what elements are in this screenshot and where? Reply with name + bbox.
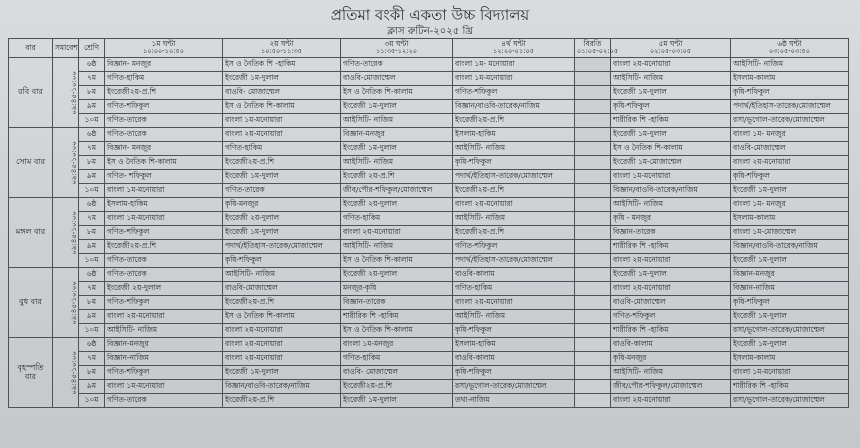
header-break: বিরতি ০১:০৫-০২:০৫: [575, 39, 611, 58]
subject-cell: আইসিটি- নাজিম: [611, 366, 731, 380]
subject-cell: ইংরেজী ২য়-প্র.শি: [341, 170, 453, 184]
table-row: [9, 268, 849, 282]
class-name: ৬ষ্ঠ: [79, 128, 105, 142]
subject-cell: জীব/পৌর-শফিকুল/মোজাম্মেল: [341, 184, 453, 198]
table-row: [9, 254, 849, 268]
subject-cell: গণিত-শফিকুল: [453, 240, 575, 254]
class-name: ৮ম: [79, 156, 105, 170]
subject-cell: বাংলা ১ম-মনোয়ারা: [731, 366, 849, 380]
class-name: ৯ম: [79, 100, 105, 114]
subject-cell: বাওবি-মোজাম্মেল: [341, 72, 453, 86]
subject-cell: ইংরেজী২য়-প্র.শি: [223, 394, 341, 408]
subject-cell: গণিত-তারেক: [105, 254, 223, 268]
subject-cell: আইসিটি- নাজিম: [341, 156, 453, 170]
routine-subtitle: ক্লাস রুটিন-২০২৫ খ্রি: [387, 26, 473, 37]
subject-cell: ইস ও নৈতিক শি-কালাম: [223, 310, 341, 324]
header-period: ২য় ঘন্টা ১০:৫০-১১:৩৫: [223, 39, 341, 58]
shift-time-label: ০৯:৪৫-১০:০০: [69, 141, 78, 185]
subject-cell: গণিত-তারেক: [105, 394, 223, 408]
subject-cell: বাংলা ২য়-মনোয়ারা: [611, 282, 731, 296]
day-name: মঙ্গল বার: [9, 198, 53, 268]
break-cell: [575, 184, 611, 198]
class-name: ৯ম: [79, 310, 105, 324]
subject-cell: বাওবি-মোজাম্মেল: [611, 296, 731, 310]
subject-cell: বাওবি-মোজাম্মেল: [223, 282, 341, 296]
shift-time: [53, 268, 79, 338]
subject-cell: পদার্থ/ইতিহাস-তারেক/মোজাম্মেল: [731, 100, 849, 114]
table-row: [9, 366, 849, 380]
subject-cell: আইসিটি- নাজিম: [453, 310, 575, 324]
routine-table: [8, 38, 849, 408]
class-name: ৭ম: [79, 352, 105, 366]
day-name: বৃহস্পতি বার: [9, 338, 53, 408]
table-row: [9, 184, 849, 198]
break-cell: [575, 226, 611, 240]
class-name: ১০ম: [79, 254, 105, 268]
subject-cell: বিজ্ঞান-মনজুর: [105, 338, 223, 352]
routine-body: [9, 58, 849, 408]
subject-cell: রসা/ভূগোল-তারেক/মোজাম্মেল: [731, 394, 849, 408]
break-cell: [575, 366, 611, 380]
break-cell: [575, 170, 611, 184]
subject-cell: বাংলা ২য়-মনোয়ারা: [223, 128, 341, 142]
subject-cell: বিজ্ঞান-নাজিম: [731, 282, 849, 296]
class-name: ৭ম: [79, 282, 105, 296]
subject-cell: গণিত-তারেক: [223, 184, 341, 198]
subject-cell: ইংরেজী ২য়-দুলাল: [105, 282, 223, 296]
subject-cell: কৃষি-শফিকুল: [453, 366, 575, 380]
break-cell: [575, 114, 611, 128]
subject-cell: বাওবি-কালাম: [453, 352, 575, 366]
subject-cell: ইস ও নৈতিক শি-কালাম: [611, 142, 731, 156]
subject-cell: গণিত-শফিকুল: [453, 86, 575, 100]
table-row: [9, 100, 849, 114]
subject-cell: কৃষি-শফিকুল: [731, 86, 849, 100]
subject-cell: ইস ও নৈতিক শি-কালাম: [341, 86, 453, 100]
subject-cell: গণিত-হাকিম: [223, 142, 341, 156]
header-day: বার: [9, 39, 53, 58]
break-cell: [575, 282, 611, 296]
table-row: [9, 394, 849, 408]
subject-cell: কৃষি-শফিকুল: [731, 170, 849, 184]
class-name: ৯ম: [79, 380, 105, 394]
subject-cell: বিজ্ঞান/বাওবি-তারেক/নাজিম: [453, 100, 575, 114]
subject-cell: আইসিটি- নাজিম: [731, 58, 849, 72]
subject-cell: ইংরেজী২য়-প্র.শি: [453, 114, 575, 128]
break-cell: [575, 72, 611, 86]
class-name: ৭ম: [79, 142, 105, 156]
subject-cell: ইসলাম-কালাম: [731, 352, 849, 366]
subject-cell: ইংরেজী ১ম-দুলাল: [223, 366, 341, 380]
class-name: ৮ম: [79, 226, 105, 240]
subject-cell: ইংরেজী ১ম-দুলাল: [611, 128, 731, 142]
subject-cell: ইংরেজী ১ম-দুলাল: [341, 394, 453, 408]
subject-cell: ইংরেজী২য়-প্র.শি: [341, 380, 453, 394]
subject-cell: কৃষি-শফিকুল: [731, 296, 849, 310]
subject-cell: বাংলা ২য়-মনোয়ারা: [611, 254, 731, 268]
subject-cell: ইংরেজী ১ম-মোজাম্মেল: [611, 156, 731, 170]
subject-cell: কৃষি-শফিকুল: [223, 254, 341, 268]
subject-cell: ইংরেজী ১ম-দুলাল: [611, 268, 731, 282]
subject-cell: পদার্থ/ইতিহাস-তারেক/মোজাম্মেল: [453, 254, 575, 268]
table-row: [9, 324, 849, 338]
subject-cell: গণিত-হাকিম: [341, 352, 453, 366]
subject-cell: বিজ্ঞান-নাজিম: [105, 352, 223, 366]
subject-cell: ইংরেজী২য়-প্র.শি: [223, 156, 341, 170]
subject-cell: পদার্থ/ইতিহাস-তারেক/মোজাম্মেল: [223, 240, 341, 254]
subject-cell: গণিত-শফিকুল: [105, 366, 223, 380]
subject-cell: ইস ও নৈতিক শি-কালাম: [105, 156, 223, 170]
subject-cell: আইসিটি- নাজিম: [453, 212, 575, 226]
subject-cell: বাংলা ২য়-মনোয়ারা: [341, 226, 453, 240]
header-shift: সমাবেশ: [53, 39, 79, 58]
table-row: [9, 212, 849, 226]
subject-cell: ইংরেজী২য়-প্র.শি: [223, 296, 341, 310]
subject-cell: আইসিটি- নাজিম: [105, 324, 223, 338]
subject-cell: ইংরেজী ১ম-দুলাল: [223, 170, 341, 184]
class-name: ৯ম: [79, 170, 105, 184]
subject-cell: ইংরেজী ১ম-দুলাল: [731, 254, 849, 268]
subject-cell: বাংলা ২য়-মনোয়ারা: [453, 296, 575, 310]
subject-cell: কৃষি-মনজুর: [611, 352, 731, 366]
subject-cell: ইংরেজী ১ম-দুলাল: [611, 86, 731, 100]
subject-cell: বাংলা ১ম-মনোয়ারা: [105, 380, 223, 394]
table-row: [9, 380, 849, 394]
subject-cell: শারীরিক শি -হাকিম: [611, 240, 731, 254]
header-period: ১ম ঘন্টা ১০:০০-১০:৫০: [105, 39, 223, 58]
shift-time: [53, 128, 79, 198]
subject-cell: গণিত-হাকিম: [341, 212, 453, 226]
subject-cell: শারীরিক শি -হাকিম: [341, 310, 453, 324]
subject-cell: আইসিটি- নাজিম: [611, 198, 731, 212]
subject-cell: বাংলা ২য়-মনোয়ারা: [611, 58, 731, 72]
subject-cell: গণিত-তারেক: [105, 128, 223, 142]
class-name: ৮ম: [79, 296, 105, 310]
subject-cell: বাংলা ১ম- মনোয়ারা: [453, 58, 575, 72]
subject-cell: বাংলা ১ম-মনজুর: [341, 338, 453, 352]
subject-cell: বিজ্ঞান-মনজুর: [731, 268, 849, 282]
subject-cell: ইস ও নৈতিক শি-কালাম: [223, 100, 341, 114]
table-row: [9, 240, 849, 254]
subject-cell: ইসলাম-কালাম: [731, 212, 849, 226]
table-row: [9, 352, 849, 366]
class-name: ১০ম: [79, 184, 105, 198]
subject-cell: বাংলা ১ম-মোজাম্মেল: [731, 226, 849, 240]
subject-cell: বাওবি-মোজাম্মেল: [731, 142, 849, 156]
subject-cell: ইসলাম-হাকিম: [105, 198, 223, 212]
subject-cell: আইসিটি- নাজিম: [453, 142, 575, 156]
table-row: [9, 310, 849, 324]
table-row: [9, 142, 849, 156]
subject-cell: ইংরেজী ১ম-দুলাল: [223, 72, 341, 86]
subject-cell: ইংরেজী ১ম-দুলাল: [731, 310, 849, 324]
shift-time-label: ০৯:৪৫-১০:০০: [69, 351, 78, 395]
subject-cell: বাংলা ১ম- মনজুর: [731, 198, 849, 212]
class-name: ১০ম: [79, 324, 105, 338]
subject-cell: বাংলা ২য়-মনোয়ারা: [611, 394, 731, 408]
subject-cell: শারীরিক শি -হাকিম: [611, 324, 731, 338]
class-name: ৭ম: [79, 212, 105, 226]
subject-cell: আইসিটি- নাজিম: [611, 72, 731, 86]
break-cell: [575, 156, 611, 170]
subject-cell: ইস ও নৈতিক শি-কালাম: [341, 254, 453, 268]
subject-cell: বাংলা ২য়-মনোয়ারা: [105, 310, 223, 324]
day-name: বুধ বার: [9, 268, 53, 338]
subject-cell: কৃষি - মনজুর: [611, 212, 731, 226]
subject-cell: বিজ্ঞান- মনজুর: [105, 142, 223, 156]
subject-cell: গণিত-তারেক: [105, 268, 223, 282]
subject-cell: বাংলা ১ম-মনোয়ারা: [105, 184, 223, 198]
subject-cell: বাওবি-কালাম: [453, 268, 575, 282]
subject-cell: ইসলাম-কালাম: [731, 72, 849, 86]
day-name: সোম বার: [9, 128, 53, 198]
subject-cell: গণিত-শফিকুল: [105, 100, 223, 114]
break-cell: [575, 100, 611, 114]
class-name: ১০ম: [79, 114, 105, 128]
break-cell: [575, 338, 611, 352]
break-cell: [575, 352, 611, 366]
subject-cell: ইংরেজী ২য়-দুলাল: [341, 198, 453, 212]
subject-cell: বাংলা ২য়-মনোয়ারা: [223, 324, 341, 338]
subject-cell: বিজ্ঞান/বাওবি-তারেক/নাজিম: [611, 184, 731, 198]
subject-cell: বিজ্ঞান-তারেক: [341, 296, 453, 310]
subject-cell: বাওবি-কালাম: [611, 338, 731, 352]
table-row: [9, 128, 849, 142]
class-name: ৮ম: [79, 86, 105, 100]
subject-cell: বাংলা ২য়-মনোয়ারা: [223, 352, 341, 366]
subject-cell: ইসলাম-হাকিম: [453, 338, 575, 352]
break-cell: [575, 212, 611, 226]
shift-time: [53, 338, 79, 408]
subject-cell: গণিত-হাকিম: [105, 72, 223, 86]
break-cell: [575, 254, 611, 268]
table-row: [9, 226, 849, 240]
break-cell: [575, 324, 611, 338]
subject-cell: গণিত-হাকিম: [453, 282, 575, 296]
subject-cell: কৃষি-শফিকুল: [453, 156, 575, 170]
break-cell: [575, 240, 611, 254]
table-row: [9, 296, 849, 310]
subject-cell: বিজ্ঞান-মনজুর: [341, 128, 453, 142]
shift-time-label: ০৯:৪৫-১০:০০: [69, 211, 78, 255]
subject-cell: গণিত-তারেক: [341, 58, 453, 72]
subject-cell: রসা/ভূগোল-তারেক/মোজাম্মেল: [731, 114, 849, 128]
subject-cell: ইস ও নৈতিক শি -হাকিম: [223, 58, 341, 72]
subject-cell: গণিত- শফিকুল: [105, 170, 223, 184]
break-cell: [575, 380, 611, 394]
class-name: ৭ম: [79, 72, 105, 86]
subject-cell: ইংরেজী ১ম-দুলাল: [341, 142, 453, 156]
shift-time-label: ০৯:৪৫-১০:০০: [69, 71, 78, 115]
shift-time-label: ০৯:৪৫-১০:০০: [69, 281, 78, 325]
table-row: [9, 338, 849, 352]
subject-cell: কৃষি-মনজুর: [223, 198, 341, 212]
subject-cell: ইংরেজী২য়-প্র.শি: [453, 226, 575, 240]
class-name: ৬ষ্ঠ: [79, 268, 105, 282]
break-cell: [575, 128, 611, 142]
subject-cell: গণিত-শফিকুল: [105, 226, 223, 240]
table-row: [9, 156, 849, 170]
header-period: ৪র্থ ঘন্টা ১২:২০-০১:০৫: [453, 39, 575, 58]
subject-cell: রসা/ভূগোল-তারেক/মোজাম্মেল: [453, 380, 575, 394]
subject-cell: ইংরেজী ১ম-দুলাল: [731, 184, 849, 198]
subject-cell: কৃষি-শফিকুল: [611, 100, 731, 114]
subject-cell: বিজ্ঞান-তারেক: [611, 226, 731, 240]
subject-cell: গণিত-শফিকুল: [105, 296, 223, 310]
table-row: [9, 282, 849, 296]
shift-time: [53, 58, 79, 128]
subject-cell: বাংলা ২য়-মনোয়ারা: [223, 338, 341, 352]
subject-cell: ইস ও নৈতিক শি-কালাম: [341, 324, 453, 338]
subject-cell: পদার্থ/ইতিহাস-তারেক/মোজাম্মেল: [453, 170, 575, 184]
header-class: শ্রেণি: [79, 39, 105, 58]
class-name: ৯ম: [79, 240, 105, 254]
subject-cell: বাংলা ১ম- মনজুর: [731, 128, 849, 142]
subject-cell: কৃষি-শফিকুল: [453, 324, 575, 338]
subject-cell: বাংলা ১ম-মনোয়ারা: [105, 212, 223, 226]
subject-cell: গণিত-তারেক: [105, 114, 223, 128]
subject-cell: বাংলা ২য়-মনোয়ারা: [453, 198, 575, 212]
day-name: রবি বার: [9, 58, 53, 128]
break-cell: [575, 142, 611, 156]
subject-cell: ইংরেজী ১ম-দুলাল: [731, 338, 849, 352]
table-row: [9, 198, 849, 212]
subject-cell: আইসিটি- নাজিম: [341, 114, 453, 128]
subject-cell: বাওবি- মোজাম্মেল: [341, 366, 453, 380]
subject-cell: আইসিটি- নাজিম: [223, 268, 341, 282]
subject-cell: শারীরিক শি -হাকিম: [731, 380, 849, 394]
subject-cell: বিজ্ঞান/বাওবি-তারেক/নাজিম: [223, 380, 341, 394]
subject-cell: ইংরেজী ১ম-দুলাল: [223, 226, 341, 240]
subject-cell: বাংলা ১ম-মনোয়ারা: [453, 72, 575, 86]
class-name: ৬ষ্ঠ: [79, 198, 105, 212]
class-name: ৮ম: [79, 366, 105, 380]
subject-cell: শারীরিক শি -হাকিম: [611, 114, 731, 128]
shift-time: [53, 198, 79, 268]
break-cell: [575, 310, 611, 324]
subject-cell: বিজ্ঞান/বাওবি-তারেক/নাজিম: [731, 240, 849, 254]
subject-cell: বাংলা ২য়-মনোয়ারা: [731, 156, 849, 170]
break-cell: [575, 268, 611, 282]
subject-cell: আইসিটি- নাজিম: [341, 240, 453, 254]
class-name: ৬ষ্ঠ: [79, 338, 105, 352]
subject-cell: ইংরেজী২য়-প্র.শি: [105, 240, 223, 254]
subject-cell: রসা/ভূগোল-তারেক/মোজাম্মেল: [731, 324, 849, 338]
break-cell: [575, 198, 611, 212]
table-row: [9, 170, 849, 184]
subject-cell: মনজুর-কৃষি: [341, 282, 453, 296]
subject-cell: ইংরেজী২য়-প্র.শি: [453, 184, 575, 198]
subject-cell: ইংরেজী ২য়-দুলাল: [223, 212, 341, 226]
header-period: ৩য় ঘন্টা ১১:৩৫-১২:২০: [341, 39, 453, 58]
school-name: প্রতিমা বংকী একতা উচ্চ বিদ্যালয়: [330, 6, 530, 24]
break-cell: [575, 296, 611, 310]
subject-cell: ইংরেজী ২য়-দুলাল: [341, 268, 453, 282]
break-cell: [575, 86, 611, 100]
subject-cell: বিজ্ঞান- মনজুর: [105, 58, 223, 72]
subject-cell: বাওবি- মোজাম্মেল: [223, 86, 341, 100]
subject-cell: জীব/পৌর-শফিকুল/মোজাম্মেল: [611, 380, 731, 394]
subject-cell: তথ্য-নাজিম: [453, 394, 575, 408]
table-row: [9, 58, 849, 72]
class-name: ১০ম: [79, 394, 105, 408]
break-cell: [575, 394, 611, 408]
subject-cell: বাংলা ১ম-মনোয়ারা: [611, 170, 731, 184]
table-row: [9, 114, 849, 128]
subject-cell: গণিত-শফিকুল: [611, 310, 731, 324]
header-period: ৫ম ঘন্টা ০২:০৫-০৩:০৫: [611, 39, 731, 58]
break-cell: [575, 58, 611, 72]
subject-cell: ইংরেজী ১ম-দুলাল: [341, 100, 453, 114]
subject-cell: ইসলাম-হাকিম: [453, 128, 575, 142]
table-row: [9, 86, 849, 100]
subject-cell: বাংলা ১ম-মনোয়ারা: [223, 114, 341, 128]
subject-cell: ইংরেজী২য়-প্র.শি: [105, 86, 223, 100]
header-row: [9, 39, 849, 58]
header-period: ৬ষ্ঠ ঘন্টা ০৩:০৫-০৩:৫০: [731, 39, 849, 58]
table-row: [9, 72, 849, 86]
class-name: ৬ষ্ঠ: [79, 58, 105, 72]
